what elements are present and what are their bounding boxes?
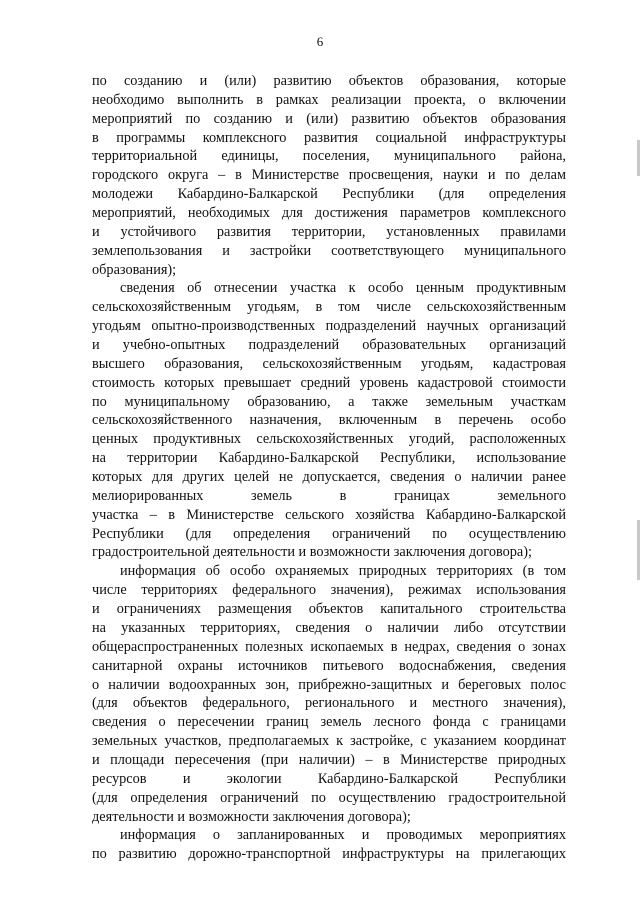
text-line: городского округа – в Министерстве просвещения, науки и по делам	[92, 167, 566, 184]
text-line: мероприятий по созданию и (или) развитию объектов образования	[92, 110, 566, 127]
text-line: территориальной единицы, поселения, муниципального района,	[92, 148, 566, 165]
text-line: в программы комплексного развития социальной инфраструктуры	[92, 129, 566, 146]
text-line: санитарной охраны источников питьевого водоснабжения, сведения	[92, 657, 566, 674]
text-line: на указанных территориях, сведения о наличии либо отсутствии	[92, 619, 566, 636]
text-line: (для определения ограничений по осуществлению градостроительной	[92, 789, 566, 806]
text-line: сельскохозяйственного назначения, включенным в перечень особо	[92, 412, 566, 429]
text-line: участка – в Министерстве сельского хозяйства Кабардино-Балкарской	[92, 506, 566, 523]
text-line: ресурсов и экологии Кабардино-Балкарской Республики	[92, 770, 566, 787]
text-line: необходимо выполнить в рамках реализации проекта, о включении	[92, 91, 566, 108]
text-line: градостроительной деятельности и возможности заключения договора);	[92, 544, 533, 561]
text-line: деятельности и возможности заключения договора);	[92, 808, 411, 825]
text-line: и ограничениях размещения объектов капитального строительства	[92, 601, 566, 618]
text-line: Республики (для определения ограничений по осуществлению	[92, 525, 566, 542]
text-line: по развитию дорожно-транспортной инфраструктуры на прилегающих	[92, 846, 566, 863]
text-line: землепользования и застройки соответствующего муниципального	[92, 242, 566, 259]
text-line: мероприятий, необходимых для достижения параметров комплексного	[92, 205, 566, 222]
text-line: (для объектов федерального, регионального и местного значения),	[92, 695, 566, 712]
document-body	[92, 72, 566, 864]
text-line: о наличии водоохранных зон, прибрежно-защитных и береговых полос	[92, 676, 566, 693]
text-line: сведения о пересечении границ земель лесного фонда с границами	[92, 714, 566, 731]
text-line: числе территориях федерального значения), режимах использования	[92, 582, 566, 599]
text-line: молодежи Кабардино-Балкарской Республики (для определения	[92, 186, 566, 203]
text-line: информация о запланированных и проводимых мероприятиях	[120, 827, 566, 844]
text-line: информация об особо охраняемых природных территориях (в том	[120, 563, 566, 580]
text-line: ценных продуктивных сельскохозяйственных угодий, расположенных	[92, 431, 566, 448]
text-line: образования);	[92, 261, 177, 278]
text-line: которых для других целей не допускается, сведения о наличии ранее	[92, 469, 566, 486]
text-line: сведения об отнесении участка к особо ценным продуктивным	[120, 280, 566, 297]
text-line: и устойчивого развития территории, установленных правилами	[92, 223, 566, 240]
text-line: земельных участков, предполагаемых к застройке, с указанием координат	[92, 733, 566, 750]
page-number: 6	[316, 34, 324, 49]
text-line: по муниципальному образованию, а также земельным участкам	[92, 393, 566, 410]
text-line: и учебно-опытных подразделений образовательных организаций	[92, 337, 566, 354]
text-line: общераспространенных полезных ископаемых в недрах, сведения о зонах	[92, 638, 566, 655]
text-line: на территории Кабардино-Балкарской Республики, использование	[92, 450, 566, 467]
text-line: сельскохозяйственным угодьям, в том числе сельскохозяйственным	[92, 299, 566, 316]
text-line: мелиорированных земель в границах земельного	[92, 487, 566, 504]
text-line: стоимость которых превышает средний уровень кадастровой стоимости	[92, 374, 566, 391]
text-line: по созданию и (или) развитию объектов образования, которые	[92, 73, 566, 89]
text-line: и площади пересечения (при наличии) – в Министерстве природных	[92, 751, 566, 768]
text-line: угодьям опытно-производственных подразделений научных организаций	[92, 318, 566, 335]
text-line: высшего образования, сельскохозяйственным угодьям, кадастровая	[92, 355, 566, 372]
